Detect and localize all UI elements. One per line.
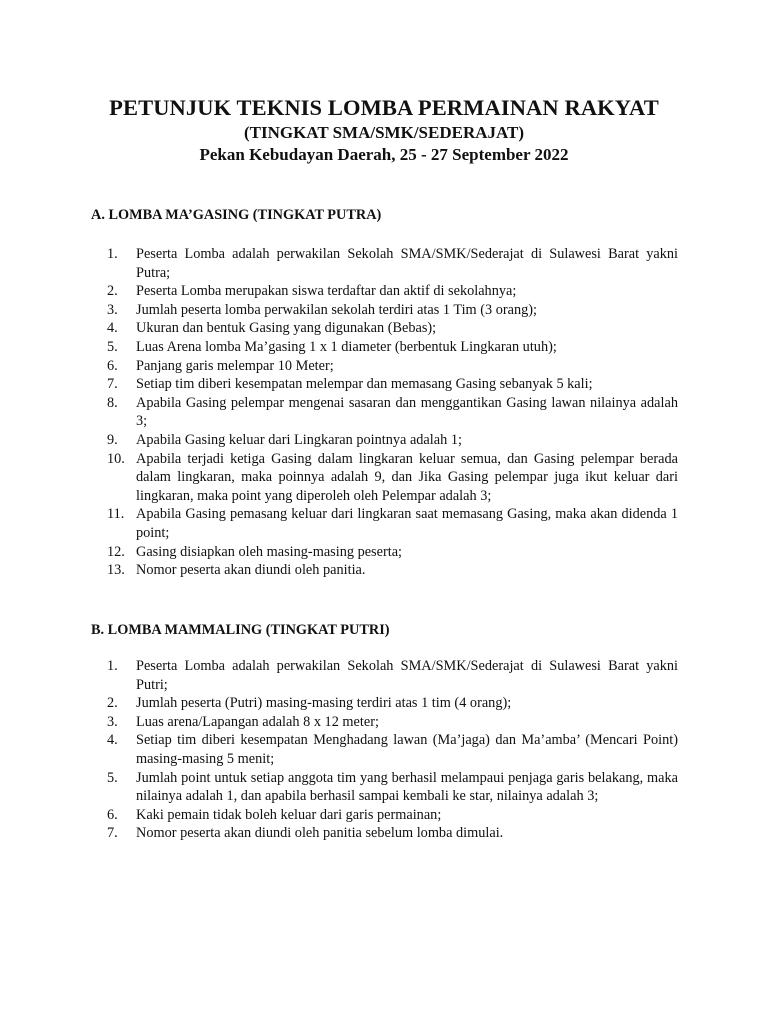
- item-number: 7.: [107, 825, 118, 842]
- item-text: Jumlah point untuk setiap anggota tim yang berhasil melampaui penjaga garis belakang, maka nilainya adalah 1, dan apabila berhasil sampai kembali ke star, nilainya adalah 3;: [136, 769, 678, 805]
- item-text: Panjang garis melempar 10 Meter;: [136, 357, 334, 374]
- item-text: Peserta Lomba merupakan siswa terdaftar dan aktif di sekolahnya;: [136, 283, 517, 300]
- list-item: [107, 357, 678, 376]
- item-number: 12.: [107, 543, 125, 560]
- list-item: [107, 450, 678, 506]
- item-text: Luas Arena lomba Ma’gasing 1 x 1 diameter (berbentuk Lingkaran utuh);: [136, 338, 557, 355]
- item-number: 1.: [107, 246, 118, 262]
- list-item: [107, 431, 678, 450]
- item-number: 1.: [107, 658, 118, 674]
- item-number: 6.: [107, 357, 118, 374]
- item-text: Nomor peserta akan diundi oleh panitia.: [136, 562, 366, 579]
- section-b-list: [107, 657, 678, 843]
- item-text: Ukuran dan bentuk Gasing yang digunakan (Bebas);: [136, 320, 437, 337]
- list-item: [107, 694, 678, 713]
- item-text: Peserta Lomba adalah perwakilan Sekolah SMA/SMK/Sederajat di Sulawesi Barat yakni Putri;: [136, 658, 678, 693]
- item-text: Apabila Gasing pemasang keluar dari lingkaran saat memasang Gasing, maka akan didenda 1 point;: [136, 506, 678, 541]
- item-text: Jumlah peserta (Putri) masing-masing terdiri atas 1 tim (4 orang);: [136, 695, 512, 712]
- item-number: 13.: [107, 562, 125, 579]
- list-item: [107, 713, 678, 732]
- item-text: Apabila Gasing keluar dari Lingkaran pointnya adalah 1;: [136, 431, 462, 448]
- item-text: Gasing disiapkan oleh masing-masing peserta;: [136, 543, 403, 560]
- list-item: [107, 769, 678, 806]
- list-item: [107, 561, 678, 580]
- item-number: 11.: [107, 506, 125, 523]
- event-info: Pekan Kebudayan Daerah, 25 - 27 September 2022: [199, 145, 569, 164]
- list-item: [107, 505, 678, 542]
- section-heading-a: A. LOMBA MA’GASING (TINGKAT PUTRA): [91, 207, 382, 223]
- list-item: [107, 731, 678, 768]
- item-number: 9.: [107, 431, 118, 448]
- list-item: [107, 375, 678, 394]
- list-item: [107, 338, 678, 357]
- list-item: [107, 394, 678, 431]
- document-title: PETUNJUK TEKNIS LOMBA PERMAINAN RAKYAT: [109, 95, 659, 120]
- item-text: Peserta Lomba adalah perwakilan Sekolah SMA/SMK/Sederajat di Sulawesi Barat yakni Putra;: [136, 246, 678, 281]
- document-header: [0, 94, 768, 166]
- item-number: 3.: [107, 301, 118, 318]
- item-number: 2.: [107, 283, 118, 300]
- section-a-list: [107, 245, 678, 580]
- item-text: Nomor peserta akan diundi oleh panitia sebelum lomba dimulai.: [136, 825, 504, 842]
- list-item: [107, 543, 678, 562]
- section-heading-b: B. LOMBA MAMMALING (TINGKAT PUTRI): [91, 622, 390, 638]
- item-text: Luas arena/Lapangan adalah 8 x 12 meter;: [136, 713, 379, 730]
- item-text: Setiap tim diberi kesempatan melempar dan memasang Gasing sebanyak 5 kali;: [136, 376, 593, 393]
- list-item: [107, 319, 678, 338]
- item-number: 4.: [107, 732, 118, 749]
- list-item: [107, 282, 678, 301]
- item-text: Apabila Gasing pelempar mengenai sasaran dan menggantikan Gasing lawan nilainya adalah 3;: [136, 394, 678, 430]
- item-number: 5.: [107, 769, 118, 786]
- list-item: [107, 657, 678, 694]
- item-number: 6.: [107, 806, 118, 823]
- list-item: [107, 806, 678, 825]
- list-item: [107, 245, 678, 282]
- item-text: Jumlah peserta lomba perwakilan sekolah terdiri atas 1 Tim (3 orang);: [136, 301, 538, 318]
- item-text: Apabila terjadi ketiga Gasing dalam lingkaran keluar semua, dan Gasing pelempar berada dalam lingkaran, maka poinnya adalah 9, dan Jika Gasing pelempar juga ikut keluar dari lingkaran, maka point yang diperoleh oleh Pelempar adalah 3;: [136, 450, 678, 504]
- item-number: 3.: [107, 713, 118, 730]
- document-subtitle: (TINGKAT SMA/SMK/SEDERAJAT): [243, 123, 525, 142]
- list-item: [107, 824, 678, 843]
- item-number: 8.: [107, 394, 118, 411]
- list-item: [107, 301, 678, 320]
- item-text: Setiap tim diberi kesempatan Menghadang lawan (Ma’jaga) dan Ma’amba’ (Mencari Point) masing-masing 5 menit;: [136, 732, 678, 767]
- item-number: 10.: [107, 450, 125, 467]
- item-number: 2.: [107, 695, 118, 712]
- item-number: 5.: [107, 338, 118, 355]
- item-number: 4.: [107, 320, 118, 337]
- item-number: 7.: [107, 376, 118, 393]
- item-text: Kaki pemain tidak boleh keluar dari garis permainan;: [136, 806, 442, 823]
